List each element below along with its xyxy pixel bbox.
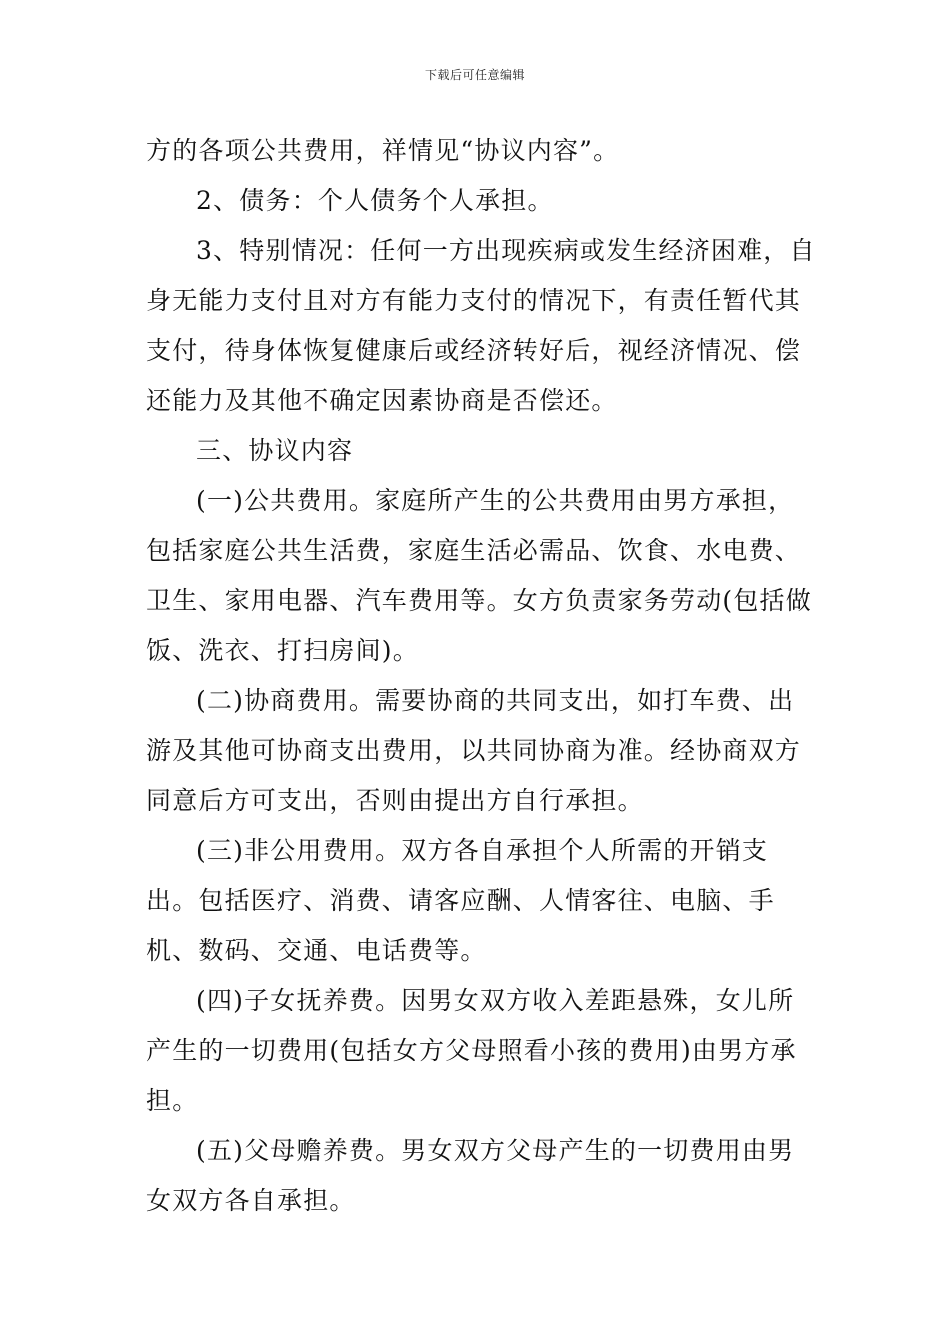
document-body bbox=[146, 126, 816, 1226]
paragraph-public-expenses: (一)公共费用。家庭所产生的公共费用由男方承担，包括家庭公共生活费，家庭生活必需品、饮食、水电费、卫生、家用电器、汽车费用等。女方负责家务劳动(包括做饭、洗衣、打扫房间)。 bbox=[146, 486, 812, 665]
paragraph-parent-support: (五)父母赡养费。男女双方父母产生的一切费用由男女双方各自承担。 bbox=[146, 1136, 795, 1215]
paragraph-public-expenses-continuation: 方的各项公共费用，祥情见“协议内容”。 bbox=[146, 136, 620, 165]
section-heading-agreement-content: 三、协议内容 bbox=[196, 436, 354, 465]
paragraph-non-public-expenses: (三)非公用费用。双方各自承担个人所需的开销支出。包括医疗、消费、请客应酬、人情客往、电脑、手机、数码、交通、电话费等。 bbox=[146, 836, 775, 965]
paragraph-special-circumstances: 3、特别情况：任何一方出现疾病或发生经济困难，自身无能力支付且对方有能力支付的情况下，有责任暂代其支付，待身体恢复健康后或经济转好后，视经济情况、偿还能力及其他不确定因素协商是否偿还。 bbox=[146, 236, 816, 415]
paragraph-negotiated-expenses: (二)协商费用。需要协商的共同支出，如打车费、出游及其他可协商支出费用，以共同协商为准。经协商双方同意后方可支出，否则由提出方自行承担。 bbox=[146, 686, 802, 815]
paragraph-child-support: (四)子女抚养费。因男女双方收入差距悬殊，女儿所产生的一切费用(包括女方父母照看小孩的费用)由男方承担。 bbox=[146, 986, 797, 1115]
paragraph-debt: 2、债务：个人债务个人承担。 bbox=[196, 186, 554, 215]
page-header: 下载后可任意编辑 bbox=[424, 68, 525, 82]
